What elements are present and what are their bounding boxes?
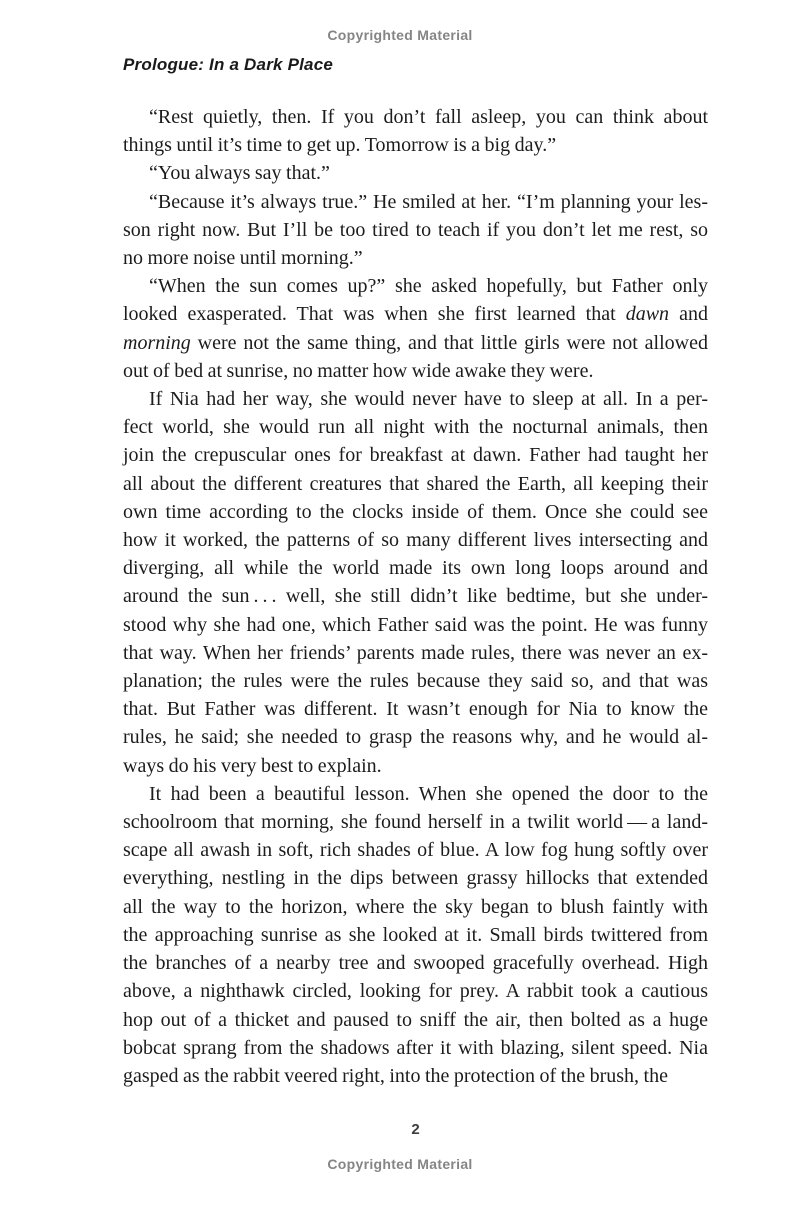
text-line: looked exasperated. That was when she first learned that dawn and: [123, 303, 708, 326]
text-line: all the way to the horizon, where the sky began to blush faintly with: [123, 895, 708, 918]
text-line: scape all awash in soft, rich shades of blue. A low fog hung softly over: [123, 839, 708, 862]
text-line: It had been a beautiful lesson. When she opened the door to the: [149, 782, 708, 805]
body-paragraph: [123, 188, 708, 273]
text-line: stood why she had one, which Father said was the point. He was funny: [123, 613, 708, 636]
text-line: schoolroom that morning, she found herself in a twilit world — a land-: [123, 811, 708, 834]
copyright-notice-bottom: Copyrighted Material: [327, 1156, 473, 1172]
text-line: ways do his very best to explain.: [123, 754, 382, 777]
text-line: “When the sun comes up?” she asked hopefully, but Father only: [149, 275, 708, 298]
text-line: hop out of a thicket and paused to sniff the air, then bolted as a huge: [123, 1008, 708, 1031]
text-line: fect world, she would run all night with the nocturnal animals, then: [123, 416, 708, 439]
body-paragraph: [123, 385, 708, 780]
text-line: out of bed at sunrise, no matter how wide awake they were.: [123, 359, 594, 382]
body-paragraph: [123, 780, 708, 1090]
text-line: join the crepuscular ones for breakfast at dawn. Father had taught her: [123, 444, 708, 467]
text-line: everything, nestling in the dips between grassy hillocks that extended: [123, 867, 708, 890]
text-line: “You always say that.”: [149, 162, 330, 185]
page-number: 2: [411, 1121, 420, 1138]
copyright-notice-top: Copyrighted Material: [327, 27, 473, 43]
body-paragraph: [123, 272, 708, 385]
text-line: planation; the rules were the rules because they said so, and that was: [123, 670, 708, 693]
text-line: that. But Father was different. It wasn’t enough for Nia to know the: [123, 698, 708, 721]
text-line: no more noise until morning.”: [123, 247, 363, 270]
text-line: If Nia had her way, she would never have to sleep at all. In a per-: [149, 388, 708, 411]
text-line: how it worked, the patterns of so many different lives intersecting and: [123, 529, 708, 552]
text-line: the branches of a nearby tree and swooped gracefully overhead. High: [123, 952, 708, 975]
body-paragraph: [123, 103, 708, 159]
body-paragraph: [123, 159, 708, 187]
text-line: that way. When her friends’ parents made rules, there was never an ex-: [123, 641, 708, 664]
text-line: diverging, all while the world made its own long loops around and: [123, 557, 708, 580]
text-line: morning were not the same thing, and that little girls were not allowed: [123, 331, 708, 354]
text-line: around the sun . . . well, she still didn’t like bedtime, but she under-: [123, 585, 708, 608]
text-line: own time according to the clocks inside of them. Once she could see: [123, 500, 708, 523]
text-line: bobcat sprang from the shadows after it with blazing, silent speed. Nia: [123, 1036, 708, 1059]
text-line: above, a nighthawk circled, looking for prey. A rabbit took a cautious: [123, 980, 708, 1003]
text-line: rules, he said; she needed to grasp the reasons why, and he would al-: [123, 726, 708, 749]
text-line: gasped as the rabbit veered right, into the protection of the brush, the: [123, 1064, 668, 1087]
text-line: things until it’s time to get up. Tomorrow is a big day.”: [123, 134, 557, 157]
text-line: the approaching sunrise as she looked at it. Small birds twittered from: [123, 923, 708, 946]
text-line: “Because it’s always true.” He smiled at her. “I’m planning your les-: [149, 190, 708, 213]
text-line: “Rest quietly, then. If you don’t fall asleep, you can think about: [149, 106, 708, 128]
running-header: Prologue: In a Dark Place: [123, 55, 334, 74]
text-line: son right now. But I’ll be too tired to teach if you don’t let me rest, so: [123, 218, 708, 241]
text-line: all about the different creatures that shared the Earth, all keeping their: [123, 472, 708, 495]
body-text: [123, 103, 708, 1090]
